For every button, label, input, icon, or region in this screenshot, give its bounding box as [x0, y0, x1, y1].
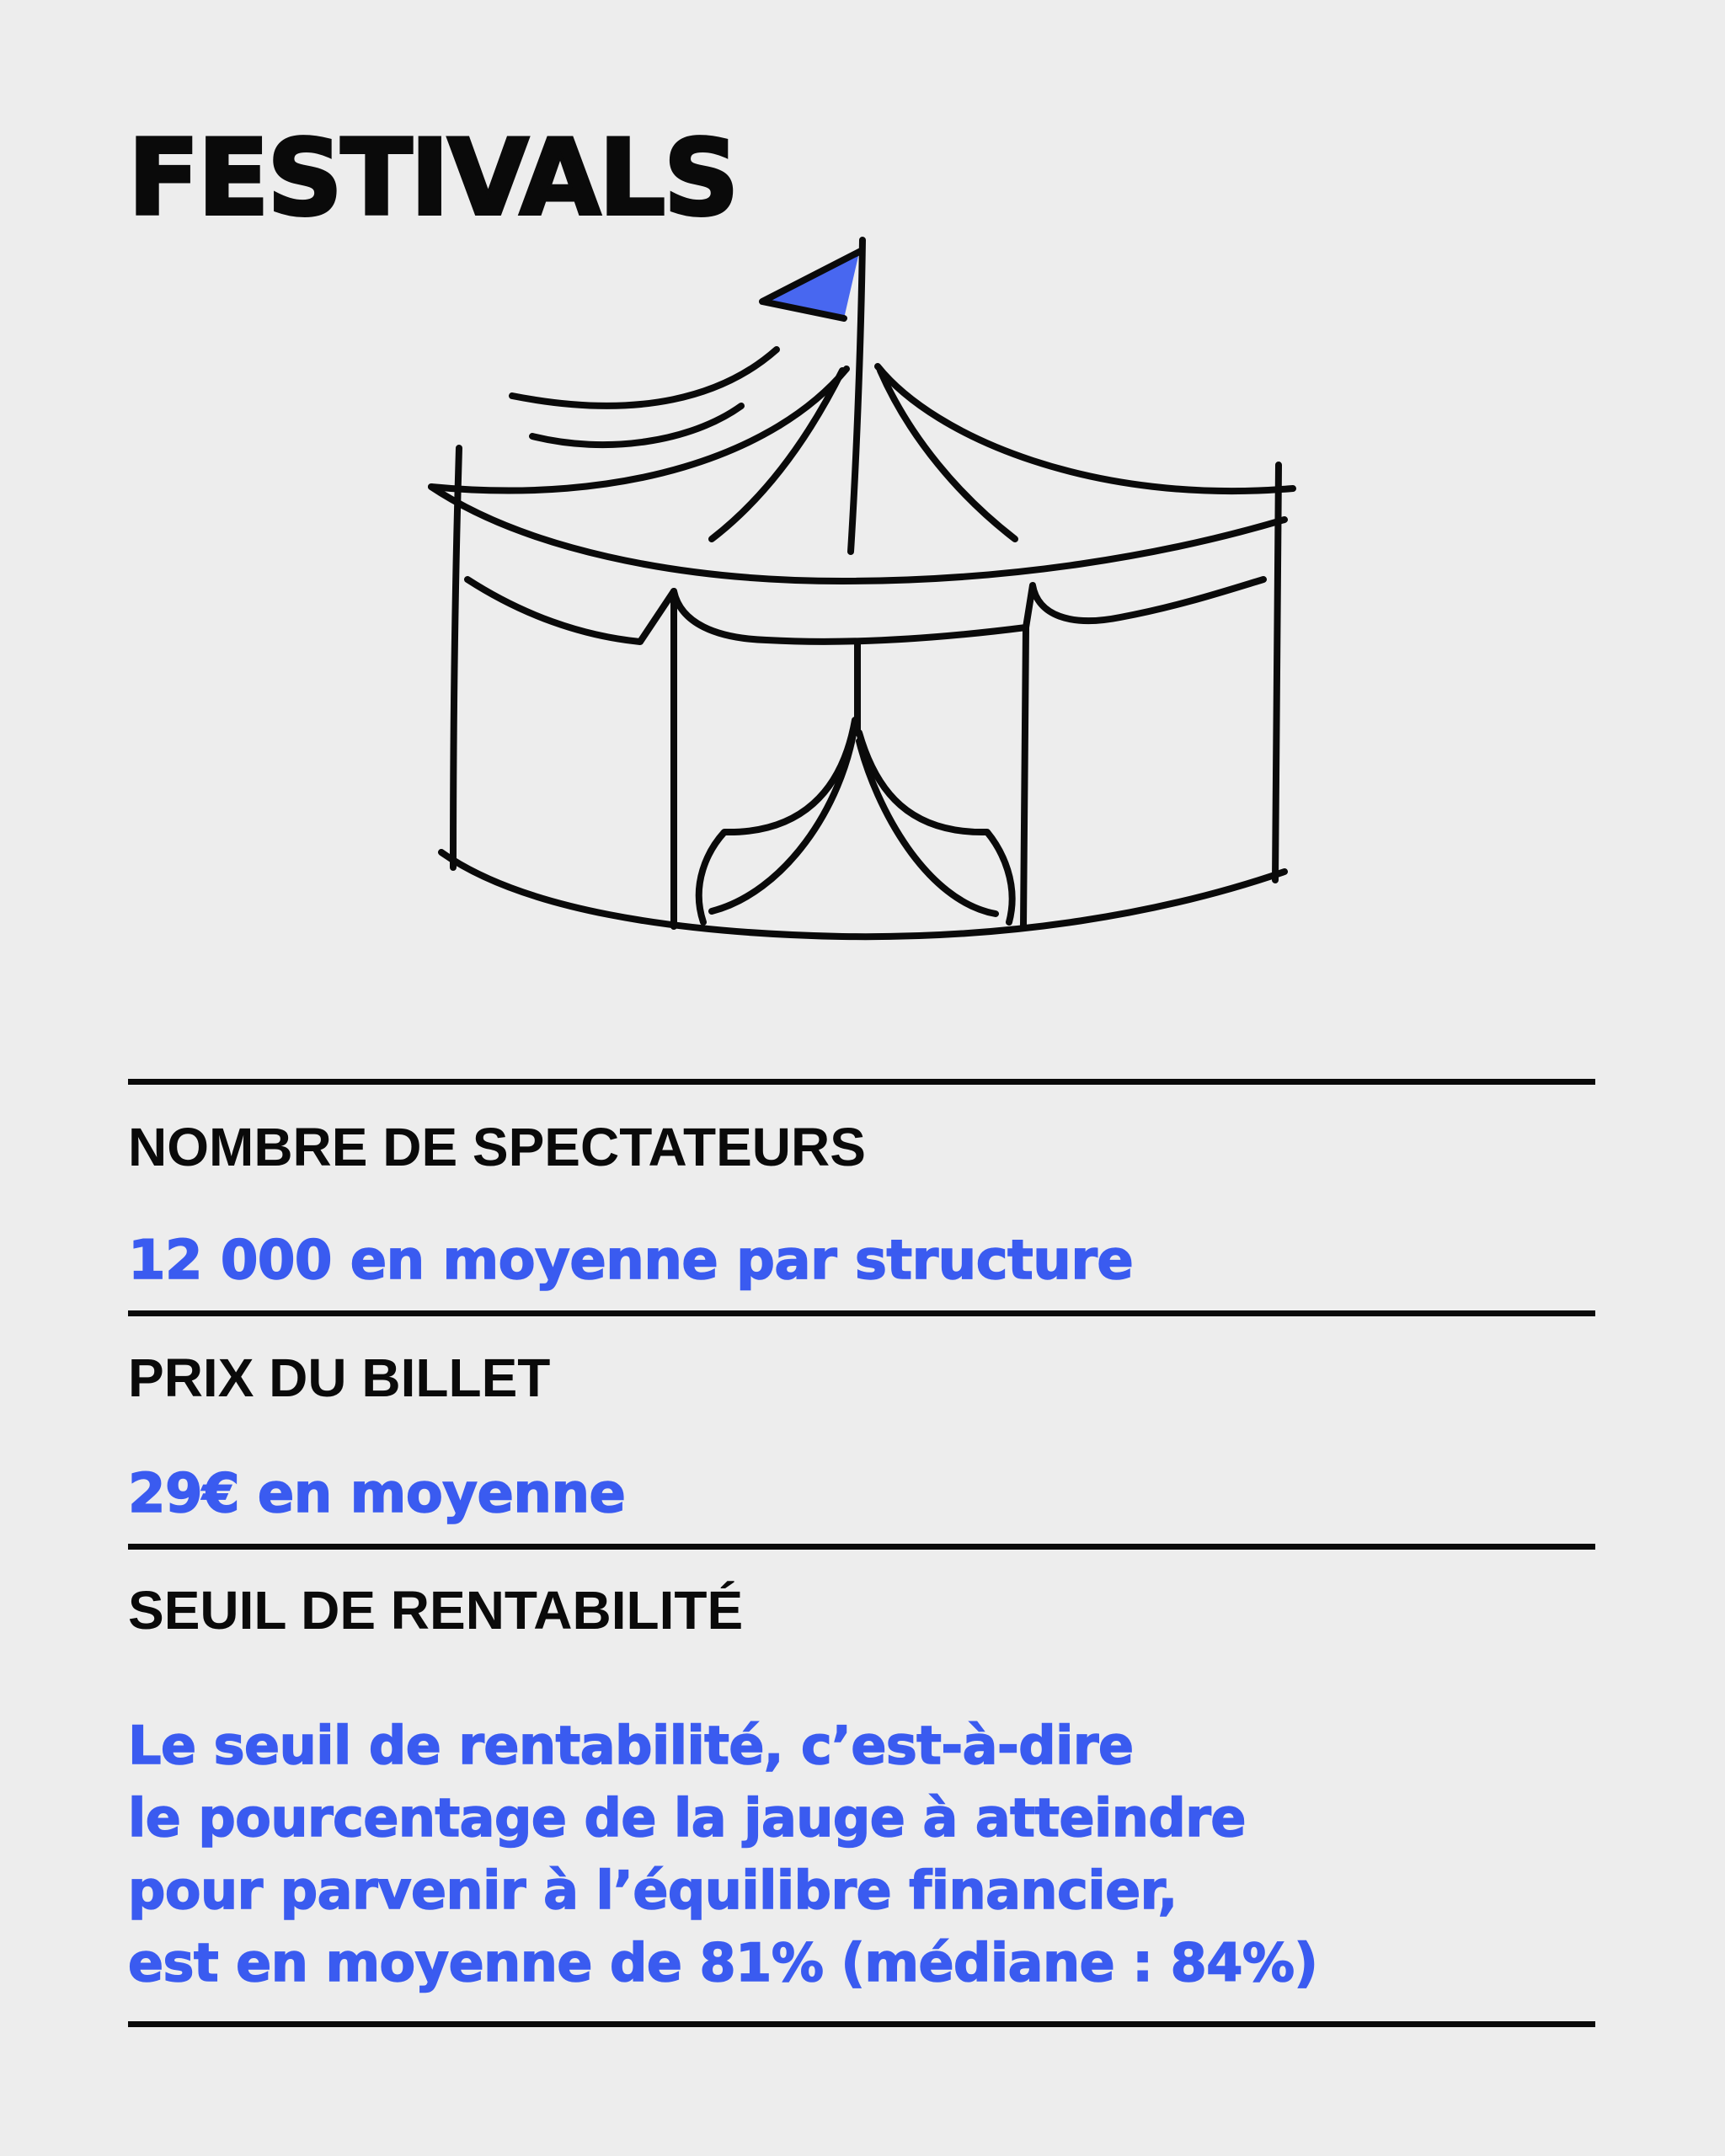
page-title: FESTIVALS: [128, 118, 738, 239]
break-even-line: pour parvenir à l’équilibre financier,: [128, 1860, 1178, 1921]
section-label-break-even: SEUIL DE RENTABILITÉ: [128, 1580, 744, 1641]
circus-tent-icon: [404, 227, 1331, 969]
divider-top: [128, 1079, 1595, 1085]
section-value-ticket-price: 29€ en moyenne: [128, 1463, 626, 1525]
divider-1: [128, 1310, 1595, 1316]
section-value-break-even: [128, 1710, 1317, 1999]
break-even-line: est en moyenne de 81% (médiane : 84%): [128, 1932, 1318, 1993]
section-value-spectators: 12 000 en moyenne par structure: [128, 1230, 1134, 1292]
break-even-line: le pourcentage de la jauge à atteindre: [128, 1787, 1246, 1849]
section-label-spectators: NOMBRE DE SPECTATEURS: [128, 1117, 866, 1177]
divider-bottom: [128, 2021, 1595, 2027]
break-even-line: Le seuil de rentabilité, c’est-à-dire: [128, 1715, 1134, 1776]
section-label-ticket-price: PRIX DU BILLET: [128, 1348, 551, 1408]
divider-2: [128, 1544, 1595, 1550]
